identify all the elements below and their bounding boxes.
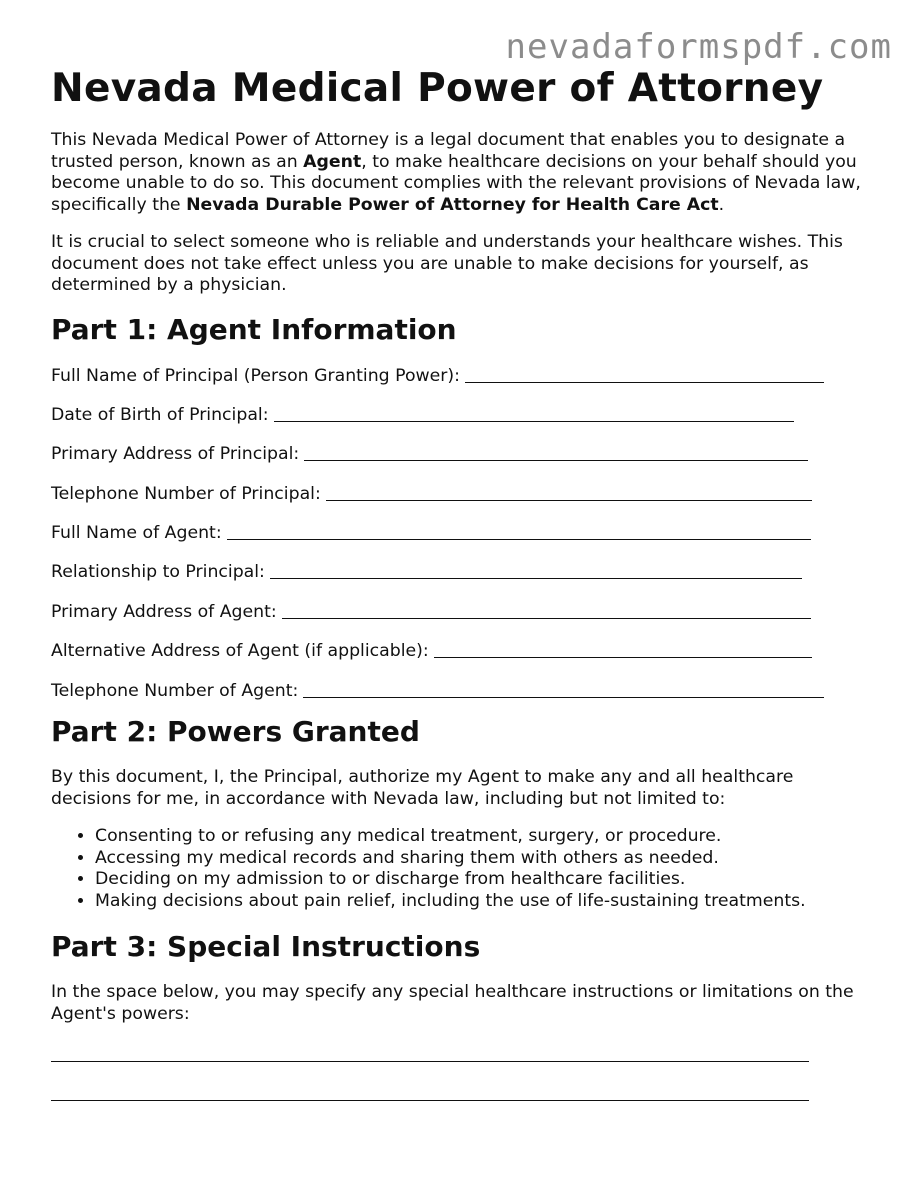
list-item: • Consenting to or refusing any medical treatment, surgery, or procedure. (95, 826, 871, 848)
part3-heading: Part 3: Special Instructions (51, 930, 481, 964)
agent-information-fields (51, 365, 871, 720)
agent-term: Agent (303, 151, 362, 172)
principal-phone-blank[interactable] (326, 483, 812, 501)
agent-phone-blank[interactable] (303, 680, 824, 698)
agent-alt-address-field (51, 640, 871, 679)
field-label: Full Name of Principal (Person Granting Power): (51, 365, 460, 386)
intro-text-2: , to make healthcare decisions on your behalf should you become unable to do so. This document complies with the relevant provisions of Nevada law, specifically the (51, 151, 861, 215)
principal-dob-blank[interactable] (274, 404, 794, 422)
principal-name-field (51, 365, 871, 404)
document-page (51, 66, 871, 1101)
agent-address-field (51, 601, 871, 640)
agent-alt-address-blank[interactable] (434, 640, 812, 658)
principal-address-field (51, 443, 871, 482)
part2-heading: Part 2: Powers Granted (51, 715, 420, 749)
part1-heading: Part 1: Agent Information (51, 312, 457, 346)
field-label: Date of Birth of Principal: (51, 404, 269, 425)
intro-paragraph-1 (51, 130, 871, 216)
list-item: • Making decisions about pain relief, including the use of life-sustaining treatments. (95, 891, 871, 913)
principal-name-blank[interactable] (465, 365, 824, 383)
field-label: Primary Address of Principal: (51, 444, 300, 465)
powers-list (51, 826, 871, 912)
principal-dob-field (51, 404, 871, 443)
instructions-paragraph: In the space below, you may specify any special healthcare instructions or limitations on the Agent's powers: (51, 982, 854, 1024)
field-label: Telephone Number of Principal: (51, 483, 321, 504)
intro-paragraph-2: It is crucial to select someone who is reliable and understands your healthcare wishes. This document does not take effect unless you are unable to make decisions for yourself, as determined by a physician. (51, 232, 843, 295)
field-label: Primary Address of Agent: (51, 601, 277, 622)
act-name: Nevada Durable Power of Attorney for Health Care Act (186, 194, 719, 215)
instructions-line-2[interactable] (51, 1100, 809, 1101)
agent-name-field (51, 522, 871, 561)
field-label: Full Name of Agent: (51, 523, 222, 544)
field-label: Telephone Number of Agent: (51, 680, 299, 701)
relationship-blank[interactable] (270, 561, 802, 579)
agent-address-blank[interactable] (282, 601, 811, 619)
principal-address-blank[interactable] (304, 443, 808, 461)
agent-name-blank[interactable] (227, 522, 811, 540)
list-item: • Accessing my medical records and sharing them with others as needed. (95, 848, 871, 870)
field-label: Alternative Address of Agent (if applicable): (51, 641, 429, 662)
watermark: nevadaformspdf.com (505, 27, 892, 67)
agent-phone-field (51, 680, 871, 719)
intro-text-1: This Nevada Medical Power of Attorney is a legal document that enables you to designate a trusted person, known as an (51, 130, 846, 172)
list-item: • Deciding on my admission to or discharge from healthcare facilities. (95, 869, 871, 891)
document-title: Nevada Medical Power of Attorney (51, 66, 824, 111)
powers-paragraph: By this document, I, the Principal, authorize my Agent to make any and all healthcare decisions for me, in accordance with Nevada law, including but not limited to: (51, 767, 794, 809)
field-label: Relationship to Principal: (51, 562, 265, 583)
principal-phone-field (51, 483, 871, 522)
relationship-field (51, 561, 871, 600)
intro-text-3: . (718, 194, 725, 215)
